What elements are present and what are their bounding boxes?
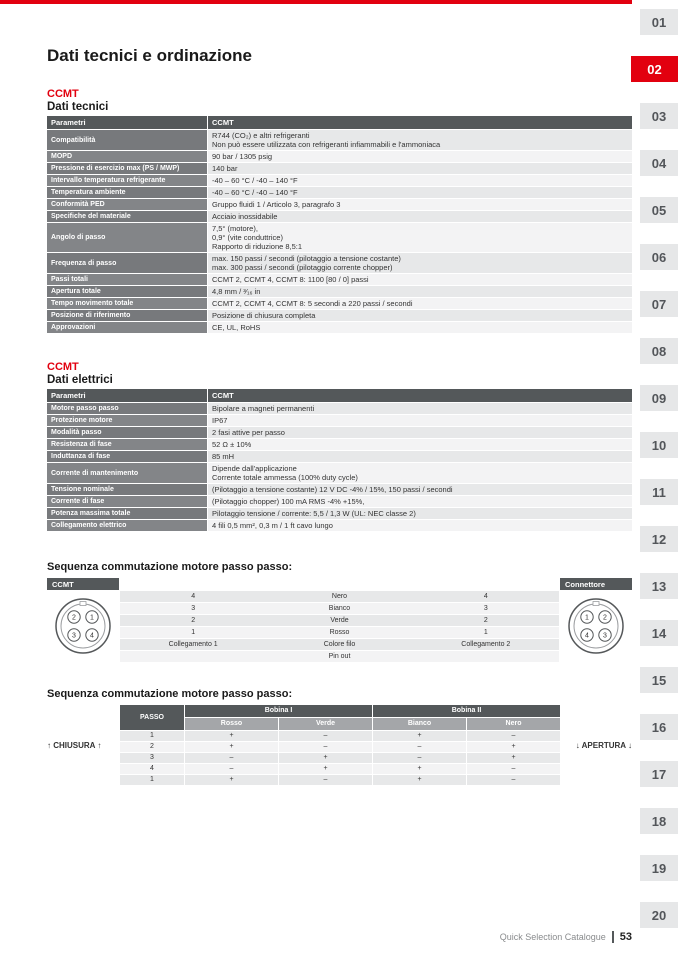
spec-param: Corrente di mantenimento: [47, 463, 207, 483]
spec-value: 52 Ω ± 10%: [208, 439, 632, 450]
tech-table-header: [47, 116, 632, 129]
sidebar-tab-19[interactable]: 19: [640, 855, 678, 881]
spec-row: [47, 463, 632, 483]
pin-number: 1: [90, 614, 94, 622]
wire-header-bianco: Bianco: [373, 718, 466, 730]
section-label-ccmt-tech: CCMT: [47, 88, 79, 100]
pinout-right-column: [560, 578, 632, 662]
sidebar-tab-12[interactable]: 12: [640, 526, 678, 552]
sidebar-tab-15[interactable]: 15: [640, 667, 678, 693]
spec-value: CCMT 2, CCMT 4, CCMT 8: 5 secondi a 220 passi / secondi: [208, 298, 632, 309]
section-subtitle-tech: Dati tecnici: [47, 101, 109, 113]
spec-value: R744 (CO₂) e altri refrigeranti Non può essere utilizzata con refrigeranti infiammabili e l'ammoniaca: [208, 130, 632, 150]
spec-value: 90 bar / 1305 psig: [208, 151, 632, 162]
spec-param: Approvazioni: [47, 322, 207, 333]
spec-value: Gruppo fluidi 1 / Articolo 3, paragrafo 3: [208, 199, 632, 210]
seq-row: 3 – + – +: [120, 753, 560, 763]
sidebar-tab-16[interactable]: 16: [640, 714, 678, 740]
sidebar-tab-05[interactable]: 05: [640, 197, 678, 223]
pinout-heading: Sequenza commutazione motore passo passo:: [47, 561, 293, 573]
electric-table: [47, 389, 632, 531]
spec-value: 85 mH: [208, 451, 632, 462]
sequence-table-header: [120, 705, 560, 730]
pin-row: 2 Verde 2: [120, 615, 559, 626]
spec-value: Acciaio inossidabile: [208, 211, 632, 222]
spec-value: 140 bar: [208, 163, 632, 174]
electric-header-value: CCMT: [208, 389, 632, 402]
spec-value: CE, UL, RoHS: [208, 322, 632, 333]
spec-value: Dipende dall'applicazione Corrente totale ammessa (100% duty cycle): [208, 463, 632, 483]
spec-value: Bipolare a magneti permanenti: [208, 403, 632, 414]
tech-header-param: Parametri: [47, 116, 207, 129]
spec-row: [47, 274, 632, 285]
spec-param: Tempo movimento totale: [47, 298, 207, 309]
step-column-header: PASSO: [120, 705, 184, 730]
coil2-header: Bobina II: [373, 705, 560, 717]
pin-number: 4: [585, 632, 589, 640]
spec-row: [47, 130, 632, 150]
pin-number: 3: [72, 632, 76, 640]
electric-table-header: [47, 389, 632, 402]
pin-number: 3: [603, 632, 607, 640]
pin-number: 2: [72, 614, 76, 622]
sidebar-tab-02[interactable]: 02: [631, 56, 678, 82]
spec-param: Protezione motore: [47, 415, 207, 426]
spec-row: [47, 520, 632, 531]
content-area: [47, 0, 632, 785]
spec-row: [47, 298, 632, 309]
electric-header-param: Parametri: [47, 389, 207, 402]
spec-row: [47, 484, 632, 495]
spec-row: [47, 427, 632, 438]
sidebar-tab-07[interactable]: 07: [640, 291, 678, 317]
spec-value: Pilotaggio tensione / corrente: 5,5 / 1,3 W (UL: NEC classe 2): [208, 508, 632, 519]
closing-direction-label: ↑ CHIUSURA ↑: [47, 740, 102, 750]
spec-row: [47, 211, 632, 222]
seq-row: 4 – + + –: [120, 764, 560, 774]
sidebar-tab-20[interactable]: 20: [640, 902, 678, 928]
tech-header-value: CCMT: [208, 116, 632, 129]
spec-param: Conformità PED: [47, 199, 207, 210]
seq-row: 2 + – – +: [120, 742, 560, 752]
sidebar-tab-14[interactable]: 14: [640, 620, 678, 646]
footer-divider: [612, 931, 614, 943]
coil-headers: [185, 705, 560, 730]
spec-param: Angolo di passo: [47, 223, 207, 252]
spec-param: Modalità passo: [47, 427, 207, 438]
section-subtitle-electric: Dati elettrici: [47, 374, 113, 386]
pinout-header-spacer: [120, 578, 559, 590]
spec-value: 4 fili 0,5 mm², 0,3 m / 1 ft cavo lungo: [208, 520, 632, 531]
pin-row: 3 Bianco 3: [120, 603, 559, 614]
pin-number: 2: [603, 614, 607, 622]
sidebar-tab-09[interactable]: 09: [640, 385, 678, 411]
opening-direction-label: ↓ APERTURA ↓: [575, 740, 632, 750]
sidebar-tab-04[interactable]: 04: [640, 150, 678, 176]
sidebar-tab-13[interactable]: 13: [640, 573, 678, 599]
spec-param: Pressione di esercizio max (PS / MWP): [47, 163, 207, 174]
sequence-heading: Sequenza commutazione motore passo passo:: [47, 688, 293, 700]
wire-header-rosso: Rosso: [185, 718, 278, 730]
spec-value: 4,8 mm / ³⁄₁₆ in: [208, 286, 632, 297]
spec-value: (Pilotaggio a tensione costante) 12 V DC -4% / 15%, 150 passi / secondi: [208, 484, 632, 495]
catalogue-name: Quick Selection Catalogue: [499, 932, 606, 942]
footer: [500, 931, 632, 943]
sidebar-tabs: [628, 9, 678, 928]
spec-param: Intervallo temperatura refrigerante: [47, 175, 207, 186]
spec-param: Motore passo passo: [47, 403, 207, 414]
page-title: Dati tecnici e ordinazione: [47, 46, 252, 65]
spec-row: [47, 508, 632, 519]
sidebar-tab-06[interactable]: 06: [640, 244, 678, 270]
spec-value: Posizione di chiusura completa: [208, 310, 632, 321]
sidebar-tab-10[interactable]: 10: [640, 432, 678, 458]
spec-param: Potenza massima totale: [47, 508, 207, 519]
spec-value: max. 150 passi / secondi (pilotaggio a tensione costante) max. 300 passi / secondi (pilotaggio corrente chopper): [208, 253, 632, 273]
wire-header-verde: Verde: [279, 718, 372, 730]
spec-param: Apertura totale: [47, 286, 207, 297]
pin-row: 1 Rosso 1: [120, 627, 559, 638]
sequence-rows: [120, 731, 560, 785]
sequence-table: [120, 705, 560, 785]
spec-row: [47, 439, 632, 450]
seq-row: 1 + – + –: [120, 731, 560, 741]
spec-row: [47, 163, 632, 174]
spec-value: 2 fasi attive per passo: [208, 427, 632, 438]
spec-param: Tensione nominale: [47, 484, 207, 495]
pin-row: 4 Nero 4: [120, 591, 559, 602]
sidebar-tab-18[interactable]: 18: [640, 808, 678, 834]
spec-row: [47, 151, 632, 162]
sidebar-tab-08[interactable]: 08: [640, 338, 678, 364]
spec-row: [47, 286, 632, 297]
connector-diagram-right: [560, 590, 632, 662]
tech-table: [47, 116, 632, 333]
spec-param: Induttanza di fase: [47, 451, 207, 462]
pinout-middle-column: [120, 578, 559, 662]
spec-param: Compatibilità: [47, 130, 207, 150]
sidebar-tab-17[interactable]: 17: [640, 761, 678, 787]
spec-value: 7,5° (motore), 0,9° (vite conduttrice) Rapporto di riduzione 8,5:1: [208, 223, 632, 252]
motor-connector-icon: [54, 597, 112, 655]
spec-row: [47, 187, 632, 198]
spec-param: Passi totali: [47, 274, 207, 285]
spec-row: [47, 496, 632, 507]
tech-table-body: [47, 130, 632, 333]
pin-number: 4: [90, 632, 94, 640]
wire-header-nero: Nero: [467, 718, 560, 730]
sidebar-tab-01[interactable]: 01: [640, 9, 678, 35]
spec-param: Corrente di fase: [47, 496, 207, 507]
spec-value: -40 – 60 °C / -40 – 140 °F: [208, 187, 632, 198]
sequence-section: [47, 705, 632, 785]
page-number: 53: [619, 931, 632, 943]
spec-value: IP67: [208, 415, 632, 426]
spec-value: (Pilotaggio chopper) 100 mA RMS -4% +15%,: [208, 496, 632, 507]
pinout-header-right: Connettore: [560, 578, 632, 590]
spec-value: CCMT 2, CCMT 4, CCMT 8: 1100 [80 / 0] passi: [208, 274, 632, 285]
spec-param: Collegamento elettrico: [47, 520, 207, 531]
sidebar-tab-03[interactable]: 03: [640, 103, 678, 129]
spec-param: Frequenza di passo: [47, 253, 207, 273]
pin-number: 1: [585, 614, 589, 622]
spec-row: [47, 223, 632, 252]
spec-param: Resistenza di fase: [47, 439, 207, 450]
coil1-header: Bobina I: [185, 705, 372, 717]
pinout-table: [47, 578, 632, 662]
spec-param: MOPD: [47, 151, 207, 162]
pinout-footer-row: Pin out: [120, 651, 559, 662]
spec-param: Posizione di riferimento: [47, 310, 207, 321]
connector-diagram-left: [47, 590, 119, 662]
spec-row: [47, 175, 632, 186]
spec-row: [47, 415, 632, 426]
pinout-left-column: [47, 578, 119, 662]
spec-row: [47, 199, 632, 210]
spec-param: Specifiche del materiale: [47, 211, 207, 222]
electric-table-body: [47, 403, 632, 531]
spec-value: -40 – 60 °C / -40 – 140 °F: [208, 175, 632, 186]
sidebar-tab-11[interactable]: 11: [640, 479, 678, 505]
spec-row: [47, 310, 632, 321]
spec-row: [47, 253, 632, 273]
spec-row: [47, 322, 632, 333]
pinout-rows: [120, 590, 559, 650]
section-label-ccmt-electric: CCMT: [47, 361, 79, 373]
seq-row: 1 + – + –: [120, 775, 560, 785]
pin-row: Collegamento 1 Colore filo Collegamento 2: [120, 639, 559, 650]
cable-connector-icon: [567, 597, 625, 655]
spec-param: Temperatura ambiente: [47, 187, 207, 198]
spec-row: [47, 451, 632, 462]
pinout-header-left: CCMT: [47, 578, 119, 590]
spec-row: [47, 403, 632, 414]
